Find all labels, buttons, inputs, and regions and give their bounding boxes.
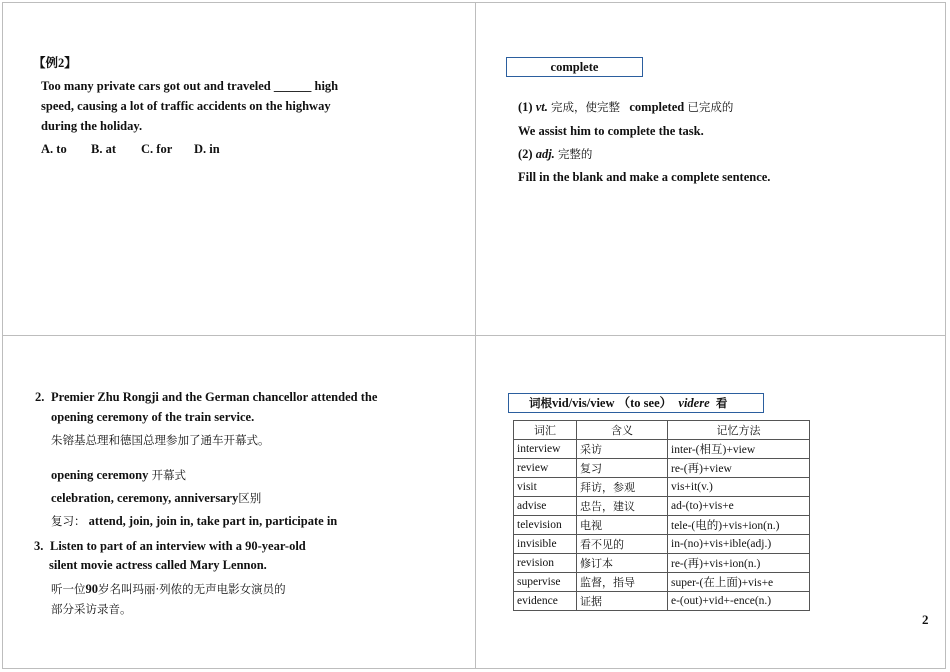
cell-memory: re-(再)+vis+ion(n.) <box>668 554 810 573</box>
header-meaning: 含义 <box>577 421 668 440</box>
item-2-line-2: opening ceremony of the train service. <box>51 410 255 424</box>
cell-meaning: 采访 <box>577 440 668 459</box>
sense-2 <box>518 146 592 162</box>
option-d: D. in <box>194 142 220 156</box>
example-sentence-2: Fill in the blank and make a complete sentence. <box>518 170 771 184</box>
phrase-2-chinese: 区别 <box>238 491 262 505</box>
option-b: B. at <box>91 142 116 156</box>
table-row <box>514 535 810 554</box>
cell-meaning: 监督，指导 <box>577 573 668 592</box>
table-row <box>514 478 810 497</box>
cell-word: revision <box>514 554 577 573</box>
item-2-number: 2. <box>35 390 45 404</box>
slide-sentences <box>2 335 476 669</box>
cell-memory: in-(no)+vis+ible(adj.) <box>668 535 810 554</box>
item-3-number: 3. <box>34 539 44 553</box>
table-row <box>514 516 810 535</box>
slide-word-complete <box>475 2 946 336</box>
vocab-table <box>513 420 810 611</box>
cell-word: invisible <box>514 535 577 554</box>
sense-1-derived-word: completed <box>629 100 685 114</box>
cell-word: supervise <box>514 573 577 592</box>
question-line-2: speed, causing a lot of traffic accidents on the highway <box>41 99 331 113</box>
sense-1-derived-chinese: 已完成的 <box>687 100 734 114</box>
root-latin: videre <box>678 396 710 410</box>
sense-2-pos: adj. <box>535 147 555 161</box>
table-row <box>514 459 810 478</box>
root-title-english: vid/vis/view （to see） <box>552 396 673 410</box>
review-label: 复习： <box>51 514 86 528</box>
example-label: 【例2】 <box>33 56 77 70</box>
item-3-line-2: silent movie actress called Mary Lennon. <box>49 558 267 572</box>
item-3-cn-part-c: 岁名叫玛丽·列侬的无声电影女演员的 <box>98 582 286 596</box>
sense-1-chinese: 完成，使完整 <box>550 100 620 114</box>
item-3-translation-1 <box>51 581 286 597</box>
word-title-box: complete <box>506 57 643 77</box>
phrase-opening-ceremony <box>51 467 186 483</box>
header-memory: 记忆方法 <box>668 421 810 440</box>
cell-memory: vis+it(v.) <box>668 478 810 497</box>
root-title-box <box>508 393 764 413</box>
question-line-3: during the holiday. <box>41 119 143 133</box>
table-row <box>514 592 810 611</box>
sense-2-chinese: 完整的 <box>557 147 593 161</box>
sense-1-pos: vt. <box>535 100 548 114</box>
phrase-1-english: opening ceremony <box>51 468 149 482</box>
item-2-translation: 朱镕基总理和德国总理参加了通车开幕式。 <box>51 433 270 447</box>
sense-1 <box>518 99 733 115</box>
item-3-line-1: Listen to part of an interview with a 90-year-old <box>50 539 306 553</box>
cell-word: advise <box>514 497 577 516</box>
example-sentence-1: We assist him to complete the task. <box>518 124 704 138</box>
cell-word: evidence <box>514 592 577 611</box>
cell-meaning: 看不见的 <box>577 535 668 554</box>
slide-word-root <box>475 335 946 669</box>
cell-word: visit <box>514 478 577 497</box>
item-3-cn-part-a: 听一位 <box>51 582 86 596</box>
review-line <box>51 513 337 529</box>
question-line-1: Too many private cars got out and traveled ______ high <box>41 79 339 93</box>
cell-memory: e-(out)+vid+-ence(n.) <box>668 592 810 611</box>
cell-memory: super-(在上面)+vis+e <box>668 573 810 592</box>
cell-memory: ad-(to)+vis+e <box>668 497 810 516</box>
cell-meaning: 拜访，参观 <box>577 478 668 497</box>
cell-word: television <box>514 516 577 535</box>
table-row <box>514 440 810 459</box>
sense-2-number: (2) <box>518 147 533 161</box>
page-number: 2 <box>922 612 929 627</box>
item-3-translation-2: 部分采访录音。 <box>51 602 132 616</box>
cell-memory: tele-(电的)+vis+ion(n.) <box>668 516 810 535</box>
table-row <box>514 497 810 516</box>
phrase-1-chinese: 开幕式 <box>151 468 186 482</box>
cell-meaning: 复习 <box>577 459 668 478</box>
cell-meaning: 忠告，建议 <box>577 497 668 516</box>
option-c: C. for <box>141 142 173 156</box>
header-word: 词汇 <box>514 421 577 440</box>
review-words: attend, join, join in, take part in, participate in <box>88 514 338 528</box>
item-2-line-1: Premier Zhu Rongji and the German chancellor attended the <box>51 390 378 404</box>
phrase-2-english: celebration, ceremony, anniversary <box>51 491 239 505</box>
table-row <box>514 573 810 592</box>
cell-meaning: 证据 <box>577 592 668 611</box>
cell-memory: re-(再)+view <box>668 459 810 478</box>
cell-memory: inter-(相互)+view <box>668 440 810 459</box>
item-3-cn-number: 90 <box>85 582 98 596</box>
phrase-distinctions <box>51 490 261 506</box>
cell-meaning: 修订本 <box>577 554 668 573</box>
root-title-chinese: 词根 <box>529 396 552 410</box>
slide-example-2 <box>2 2 476 336</box>
table-row <box>514 554 810 573</box>
root-meaning: 看 <box>715 396 728 410</box>
cell-word: review <box>514 459 577 478</box>
table-header-row <box>514 421 810 440</box>
option-a: A. to <box>41 142 67 156</box>
cell-meaning: 电视 <box>577 516 668 535</box>
sense-1-number: (1) <box>518 100 533 114</box>
cell-word: interview <box>514 440 577 459</box>
